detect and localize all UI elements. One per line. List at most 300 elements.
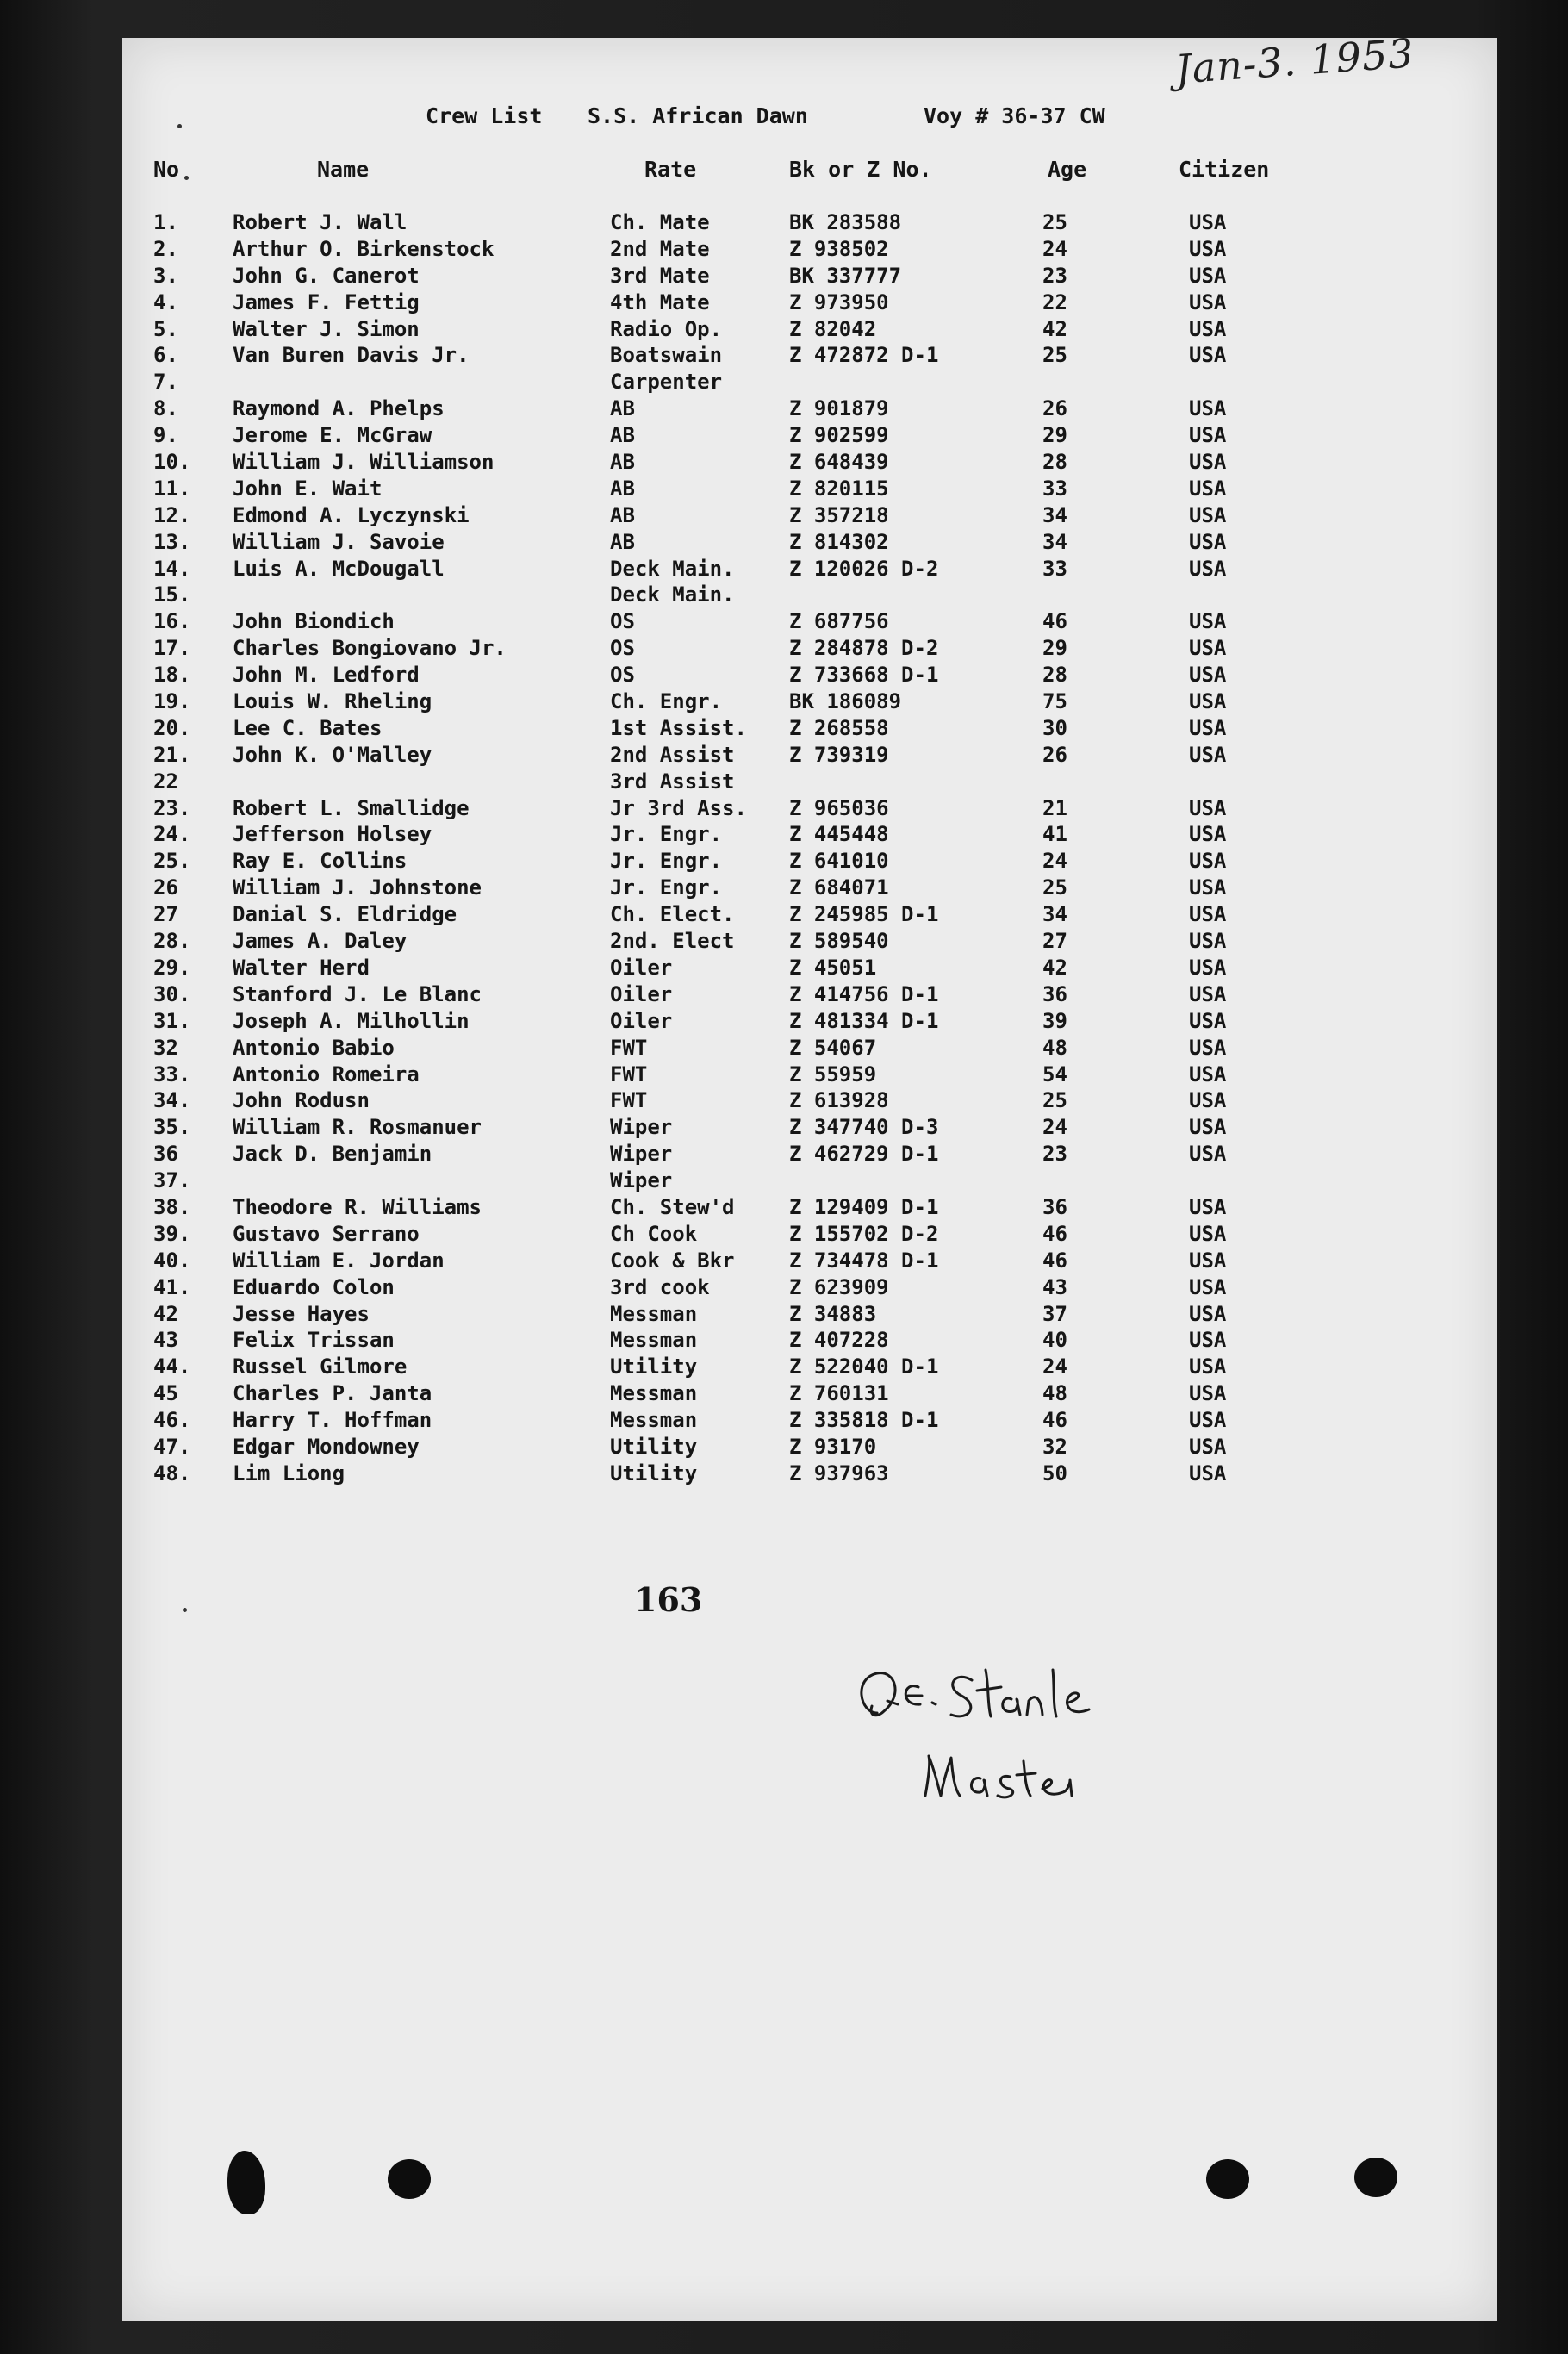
crew-number: 13. xyxy=(153,529,191,554)
crew-name: Stanford J. Le Blanc xyxy=(233,981,482,1006)
crew-number: 32 xyxy=(153,1035,178,1060)
table-row xyxy=(122,875,1497,902)
table-row xyxy=(122,1408,1497,1435)
table-row xyxy=(122,264,1497,290)
crew-age: 42 xyxy=(1042,316,1067,341)
crew-table xyxy=(122,210,1497,1488)
crew-age: 33 xyxy=(1042,476,1067,501)
crew-name: Edmond A. Lyczynski xyxy=(233,502,470,527)
table-row xyxy=(122,1062,1497,1089)
crew-name: Robert J. Wall xyxy=(233,210,408,234)
crew-number: 28. xyxy=(153,929,191,954)
crew-name: Lim Liong xyxy=(233,1460,345,1485)
crew-number: 22 xyxy=(153,769,178,794)
crew-number: 36 xyxy=(153,1142,178,1167)
crew-age: 34 xyxy=(1042,529,1067,554)
crew-bk-or-z-number: BK 337777 xyxy=(789,263,902,288)
table-row xyxy=(122,636,1497,663)
crew-age: 46 xyxy=(1042,1408,1067,1433)
crew-number: 12. xyxy=(153,502,191,527)
crew-bk-or-z-number: Z 902599 xyxy=(789,423,889,448)
crew-bk-or-z-number: Z 93170 xyxy=(789,1434,877,1459)
crew-bk-or-z-number: Z 739319 xyxy=(789,742,889,767)
crew-bk-or-z-number: Z 589540 xyxy=(789,929,889,954)
crew-rate: FWT xyxy=(610,1035,648,1060)
crew-citizenship: USA xyxy=(1189,1088,1227,1113)
crew-rate: 3rd Mate xyxy=(610,263,710,288)
crew-rate: Deck Main. xyxy=(610,556,735,581)
table-row xyxy=(122,476,1497,503)
table-row xyxy=(122,609,1497,636)
crew-rate: FWT xyxy=(610,1088,648,1113)
crew-citizenship: USA xyxy=(1189,689,1227,714)
crew-age: 39 xyxy=(1042,1008,1067,1033)
crew-number: 30. xyxy=(153,981,191,1006)
page-number: 163 xyxy=(634,1580,703,1619)
crew-citizenship: USA xyxy=(1189,822,1227,847)
crew-age: 21 xyxy=(1042,795,1067,820)
table-row xyxy=(122,743,1497,769)
crew-age: 29 xyxy=(1042,423,1067,448)
table-row xyxy=(122,210,1497,237)
crew-citizenship: USA xyxy=(1189,1221,1227,1246)
crew-name: Walter Herd xyxy=(233,955,370,980)
crew-name: William R. Rosmanuer xyxy=(233,1115,482,1140)
crew-age: 54 xyxy=(1042,1062,1067,1087)
voyage-number: Voy # 36-37 CW xyxy=(924,103,1105,128)
crew-rate: Utility xyxy=(610,1460,698,1485)
crew-number: 46. xyxy=(153,1408,191,1433)
crew-citizenship: USA xyxy=(1189,1142,1227,1167)
crew-name: John E. Wait xyxy=(233,476,383,501)
table-row xyxy=(122,1222,1497,1249)
crew-rate: Deck Main. xyxy=(610,582,735,607)
crew-number: 24. xyxy=(153,822,191,847)
crew-rate: 2nd Mate xyxy=(610,236,710,261)
crew-number: 2. xyxy=(153,236,178,261)
crew-bk-or-z-number: Z 462729 D-1 xyxy=(789,1142,939,1167)
crew-citizenship: USA xyxy=(1189,263,1227,288)
crew-age: 25 xyxy=(1042,875,1067,900)
crew-name: Lee C. Bates xyxy=(233,715,383,740)
crew-rate: AB xyxy=(610,396,635,421)
crew-citizenship: USA xyxy=(1189,316,1227,341)
table-row xyxy=(122,1381,1497,1408)
crew-bk-or-z-number: Z 522040 D-1 xyxy=(789,1354,939,1379)
crew-number: 10. xyxy=(153,450,191,475)
table-row xyxy=(122,1275,1497,1302)
crew-age: 33 xyxy=(1042,556,1067,581)
crew-citizenship: USA xyxy=(1189,663,1227,688)
crew-citizenship: USA xyxy=(1189,502,1227,527)
table-row xyxy=(122,716,1497,743)
crew-age: 22 xyxy=(1042,290,1067,314)
crew-name: Eduardo Colon xyxy=(233,1274,395,1299)
crew-number: 9. xyxy=(153,423,178,448)
crew-citizenship: USA xyxy=(1189,1328,1227,1353)
crew-number: 4. xyxy=(153,290,178,314)
crew-number: 27 xyxy=(153,902,178,927)
crew-name: William J. Williamson xyxy=(233,450,495,475)
crew-number: 35. xyxy=(153,1115,191,1140)
crew-rate: Jr. Engr. xyxy=(610,875,723,900)
crew-bk-or-z-number: Z 245985 D-1 xyxy=(789,902,939,927)
crew-rate: Messman xyxy=(610,1328,698,1353)
crew-rate: 1st Assist. xyxy=(610,715,747,740)
table-row xyxy=(122,370,1497,396)
crew-number: 44. xyxy=(153,1354,191,1379)
crew-age: 41 xyxy=(1042,822,1067,847)
crew-rate: AB xyxy=(610,476,635,501)
crew-bk-or-z-number: Z 814302 xyxy=(789,529,889,554)
crew-citizenship: USA xyxy=(1189,609,1227,634)
crew-age: 28 xyxy=(1042,450,1067,475)
crew-number: 19. xyxy=(153,689,191,714)
crew-age: 26 xyxy=(1042,396,1067,421)
crew-age: 28 xyxy=(1042,663,1067,688)
crew-bk-or-z-number: Z 684071 xyxy=(789,875,889,900)
table-row xyxy=(122,929,1497,956)
crew-number: 25. xyxy=(153,849,191,874)
table-row xyxy=(122,663,1497,689)
crew-bk-or-z-number: Z 937963 xyxy=(789,1460,889,1485)
table-row xyxy=(122,822,1497,849)
crew-number: 11. xyxy=(153,476,191,501)
crew-citizenship: USA xyxy=(1189,875,1227,900)
table-row xyxy=(122,423,1497,450)
crew-number: 15. xyxy=(153,582,191,607)
crew-number: 21. xyxy=(153,742,191,767)
crew-rate: OS xyxy=(610,663,635,688)
crew-name: Edgar Mondowney xyxy=(233,1434,420,1459)
crew-citizenship: USA xyxy=(1189,955,1227,980)
table-row xyxy=(122,343,1497,370)
crew-rate: Messman xyxy=(610,1408,698,1433)
crew-citizenship: USA xyxy=(1189,902,1227,927)
crew-rate: AB xyxy=(610,423,635,448)
crew-bk-or-z-number: Z 284878 D-2 xyxy=(789,636,939,661)
crew-name: Joseph A. Milhollin xyxy=(233,1008,470,1033)
crew-age: 27 xyxy=(1042,929,1067,954)
crew-citizenship: USA xyxy=(1189,1062,1227,1087)
table-row xyxy=(122,1195,1497,1222)
crew-age: 34 xyxy=(1042,502,1067,527)
table-row xyxy=(122,1036,1497,1062)
crew-rate: Boatswain xyxy=(610,343,723,368)
crew-rate: Wiper xyxy=(610,1168,673,1193)
crew-number: 5. xyxy=(153,316,178,341)
column-header-no: No xyxy=(153,157,180,182)
crew-bk-or-z-number: Z 973950 xyxy=(789,290,889,314)
crew-rate: Carpenter xyxy=(610,370,723,395)
crew-number: 48. xyxy=(153,1460,191,1485)
crew-number: 38. xyxy=(153,1194,191,1219)
crew-rate: Ch. Stew'd xyxy=(610,1194,735,1219)
table-row xyxy=(122,1435,1497,1461)
crew-name: Arthur O. Birkenstock xyxy=(233,236,495,261)
crew-citizenship: USA xyxy=(1189,742,1227,767)
scan-speck xyxy=(184,176,189,180)
table-row xyxy=(122,317,1497,344)
table-row xyxy=(122,849,1497,875)
crew-bk-or-z-number: Z 347740 D-3 xyxy=(789,1115,939,1140)
crew-name: James A. Daley xyxy=(233,929,408,954)
crew-citizenship: USA xyxy=(1189,981,1227,1006)
crew-name: Ray E. Collins xyxy=(233,849,408,874)
crew-age: 40 xyxy=(1042,1328,1067,1353)
crew-age: 48 xyxy=(1042,1035,1067,1060)
crew-name: Danial S. Eldridge xyxy=(233,902,457,927)
crew-citizenship: USA xyxy=(1189,476,1227,501)
crew-number: 8. xyxy=(153,396,178,421)
crew-bk-or-z-number: Z 414756 D-1 xyxy=(789,981,939,1006)
crew-bk-or-z-number: Z 45051 xyxy=(789,955,877,980)
crew-citizenship: USA xyxy=(1189,290,1227,314)
table-row xyxy=(122,503,1497,530)
crew-age: 25 xyxy=(1042,343,1067,368)
crew-bk-or-z-number: Z 760131 xyxy=(789,1381,889,1406)
crew-citizenship: USA xyxy=(1189,1115,1227,1140)
crew-number: 42 xyxy=(153,1301,178,1326)
crew-citizenship: USA xyxy=(1189,1381,1227,1406)
table-row xyxy=(122,956,1497,982)
crew-citizenship: USA xyxy=(1189,423,1227,448)
crew-name: Luis A. McDougall xyxy=(233,556,445,581)
table-row xyxy=(122,1142,1497,1168)
crew-bk-or-z-number: Z 445448 xyxy=(789,822,889,847)
crew-name: Jefferson Holsey xyxy=(233,822,432,847)
crew-rate: Wiper xyxy=(610,1142,673,1167)
crew-citizenship: USA xyxy=(1189,1408,1227,1433)
crew-name: Jack D. Benjamin xyxy=(233,1142,432,1167)
crew-number: 39. xyxy=(153,1221,191,1246)
crew-citizenship: USA xyxy=(1189,1008,1227,1033)
crew-name: Van Buren Davis Jr. xyxy=(233,343,470,368)
crew-rate: AB xyxy=(610,450,635,475)
crew-number: 47. xyxy=(153,1434,191,1459)
crew-name: Russel Gilmore xyxy=(233,1354,408,1379)
crew-number: 29. xyxy=(153,955,191,980)
crew-age: 36 xyxy=(1042,1194,1067,1219)
crew-rate: Oiler xyxy=(610,1008,673,1033)
crew-citizenship: USA xyxy=(1189,210,1227,234)
crew-rate: Utility xyxy=(610,1354,698,1379)
crew-rate: Radio Op. xyxy=(610,316,723,341)
table-row xyxy=(122,237,1497,264)
punch-hole xyxy=(1354,2158,1397,2197)
crew-bk-or-z-number: Z 472872 D-1 xyxy=(789,343,939,368)
crew-age: 26 xyxy=(1042,742,1067,767)
crew-name: Robert L. Smallidge xyxy=(233,795,470,820)
crew-citizenship: USA xyxy=(1189,1434,1227,1459)
crew-number: 7. xyxy=(153,370,178,395)
crew-age: 32 xyxy=(1042,1434,1067,1459)
crew-age: 25 xyxy=(1042,210,1067,234)
crew-bk-or-z-number: Z 733668 D-1 xyxy=(789,663,939,688)
table-row xyxy=(122,1302,1497,1329)
crew-rate: Jr. Engr. xyxy=(610,822,723,847)
crew-number: 40. xyxy=(153,1248,191,1273)
column-header-age: Age xyxy=(1048,157,1087,182)
crew-rate: OS xyxy=(610,636,635,661)
ship-name: S.S. African Dawn xyxy=(588,103,808,128)
crew-bk-or-z-number: Z 613928 xyxy=(789,1088,889,1113)
crew-bk-or-z-number: Z 357218 xyxy=(789,502,889,527)
crew-name: John G. Canerot xyxy=(233,263,420,288)
crew-bk-or-z-number: Z 938502 xyxy=(789,236,889,261)
crew-number: 41. xyxy=(153,1274,191,1299)
crew-bk-or-z-number: Z 34883 xyxy=(789,1301,877,1326)
crew-citizenship: USA xyxy=(1189,1035,1227,1060)
table-row xyxy=(122,530,1497,557)
punch-hole xyxy=(227,2151,265,2214)
crew-age: 25 xyxy=(1042,1088,1067,1113)
crew-rate: Ch. Elect. xyxy=(610,902,735,927)
table-row xyxy=(122,450,1497,476)
crew-rate: OS xyxy=(610,609,635,634)
crew-bk-or-z-number: Z 120026 D-2 xyxy=(789,556,939,581)
crew-name: Antonio Babio xyxy=(233,1035,395,1060)
crew-number: 14. xyxy=(153,556,191,581)
crew-bk-or-z-number: Z 734478 D-1 xyxy=(789,1248,939,1273)
table-row xyxy=(122,290,1497,317)
crew-citizenship: USA xyxy=(1189,1301,1227,1326)
crew-number: 17. xyxy=(153,636,191,661)
crew-bk-or-z-number: Z 82042 xyxy=(789,316,877,341)
crew-rate: Ch. Engr. xyxy=(610,689,723,714)
crew-number: 23. xyxy=(153,795,191,820)
crew-bk-or-z-number: Z 641010 xyxy=(789,849,889,874)
table-row xyxy=(122,796,1497,823)
crew-rate: Utility xyxy=(610,1434,698,1459)
crew-age: 46 xyxy=(1042,609,1067,634)
crew-age: 42 xyxy=(1042,955,1067,980)
crew-age: 34 xyxy=(1042,902,1067,927)
crew-name: John K. O'Malley xyxy=(233,742,432,767)
crew-citizenship: USA xyxy=(1189,715,1227,740)
crew-citizenship: USA xyxy=(1189,1248,1227,1273)
crew-number: 45 xyxy=(153,1381,178,1406)
master-signature xyxy=(843,1661,1118,1834)
crew-rate: Ch. Mate xyxy=(610,210,710,234)
crew-age: 50 xyxy=(1042,1460,1067,1485)
crew-age: 75 xyxy=(1042,689,1067,714)
crew-rate: Messman xyxy=(610,1381,698,1406)
crew-bk-or-z-number: Z 481334 D-1 xyxy=(789,1008,939,1033)
crew-number: 6. xyxy=(153,343,178,368)
crew-bk-or-z-number: Z 687756 xyxy=(789,609,889,634)
crew-age: 24 xyxy=(1042,1115,1067,1140)
table-row xyxy=(122,1461,1497,1488)
crew-age: 43 xyxy=(1042,1274,1067,1299)
crew-name: Charles P. Janta xyxy=(233,1381,432,1406)
crew-age: 46 xyxy=(1042,1248,1067,1273)
crew-name: Harry T. Hoffman xyxy=(233,1408,432,1433)
crew-number: 26 xyxy=(153,875,178,900)
crew-citizenship: USA xyxy=(1189,236,1227,261)
crew-citizenship: USA xyxy=(1189,529,1227,554)
crew-number: 43 xyxy=(153,1328,178,1353)
crew-number: 18. xyxy=(153,663,191,688)
table-row xyxy=(122,1009,1497,1036)
crew-rate: AB xyxy=(610,529,635,554)
table-row xyxy=(122,902,1497,929)
crew-name: Jesse Hayes xyxy=(233,1301,370,1326)
crew-rate: Jr 3rd Ass. xyxy=(610,795,747,820)
table-row xyxy=(122,982,1497,1009)
crew-age: 48 xyxy=(1042,1381,1067,1406)
crew-rate: Jr. Engr. xyxy=(610,849,723,874)
crew-number: 16. xyxy=(153,609,191,634)
crew-citizenship: USA xyxy=(1189,1460,1227,1485)
crew-citizenship: USA xyxy=(1189,1274,1227,1299)
crew-name: Walter J. Simon xyxy=(233,316,420,341)
crew-list-document xyxy=(122,29,1497,2321)
crew-citizenship: USA xyxy=(1189,636,1227,661)
crew-rate: Oiler xyxy=(610,981,673,1006)
crew-number: 33. xyxy=(153,1062,191,1087)
table-row xyxy=(122,557,1497,583)
column-header-bk-or-z: Bk or Z No. xyxy=(789,157,932,182)
crew-bk-or-z-number: Z 55959 xyxy=(789,1062,877,1087)
crew-name: Felix Trissan xyxy=(233,1328,395,1353)
crew-age: 46 xyxy=(1042,1221,1067,1246)
crew-rate: 2nd. Elect xyxy=(610,929,735,954)
crew-name: James F. Fettig xyxy=(233,290,420,314)
crew-rate: Oiler xyxy=(610,955,673,980)
crew-bk-or-z-number: Z 155702 D-2 xyxy=(789,1221,939,1246)
crew-bk-or-z-number: Z 965036 xyxy=(789,795,889,820)
crew-rate: 3rd cook xyxy=(610,1274,710,1299)
crew-name: Louis W. Rheling xyxy=(233,689,432,714)
crew-name: Jerome E. McGraw xyxy=(233,423,432,448)
table-row xyxy=(122,582,1497,609)
crew-age: 24 xyxy=(1042,1354,1067,1379)
crew-citizenship: USA xyxy=(1189,929,1227,954)
crew-name: Gustavo Serrano xyxy=(233,1221,420,1246)
crew-bk-or-z-number: Z 648439 xyxy=(789,450,889,475)
crew-age: 24 xyxy=(1042,236,1067,261)
crew-bk-or-z-number: BK 186089 xyxy=(789,689,902,714)
table-row xyxy=(122,1168,1497,1195)
crew-age: 23 xyxy=(1042,263,1067,288)
crew-number: 34. xyxy=(153,1088,191,1113)
crew-bk-or-z-number: Z 268558 xyxy=(789,715,889,740)
crew-citizenship: USA xyxy=(1189,450,1227,475)
table-row xyxy=(122,769,1497,796)
crew-rate: Ch Cook xyxy=(610,1221,698,1246)
crew-rate: 4th Mate xyxy=(610,290,710,314)
crew-citizenship: USA xyxy=(1189,1194,1227,1219)
column-header-citizen: Citizen xyxy=(1179,157,1270,182)
crew-rate: FWT xyxy=(610,1062,648,1087)
crew-rate: AB xyxy=(610,502,635,527)
table-row xyxy=(122,1088,1497,1115)
crew-bk-or-z-number: Z 407228 xyxy=(789,1328,889,1353)
punch-hole xyxy=(1206,2159,1249,2199)
crew-citizenship: USA xyxy=(1189,795,1227,820)
crew-number: 1. xyxy=(153,210,178,234)
crew-bk-or-z-number: Z 623909 xyxy=(789,1274,889,1299)
table-row xyxy=(122,1115,1497,1142)
crew-age: 29 xyxy=(1042,636,1067,661)
crew-citizenship: USA xyxy=(1189,849,1227,874)
crew-age: 30 xyxy=(1042,715,1067,740)
crew-list-label: Crew List xyxy=(426,103,543,128)
crew-number: 3. xyxy=(153,263,178,288)
column-header-name: Name xyxy=(317,157,370,182)
crew-age: 24 xyxy=(1042,849,1067,874)
